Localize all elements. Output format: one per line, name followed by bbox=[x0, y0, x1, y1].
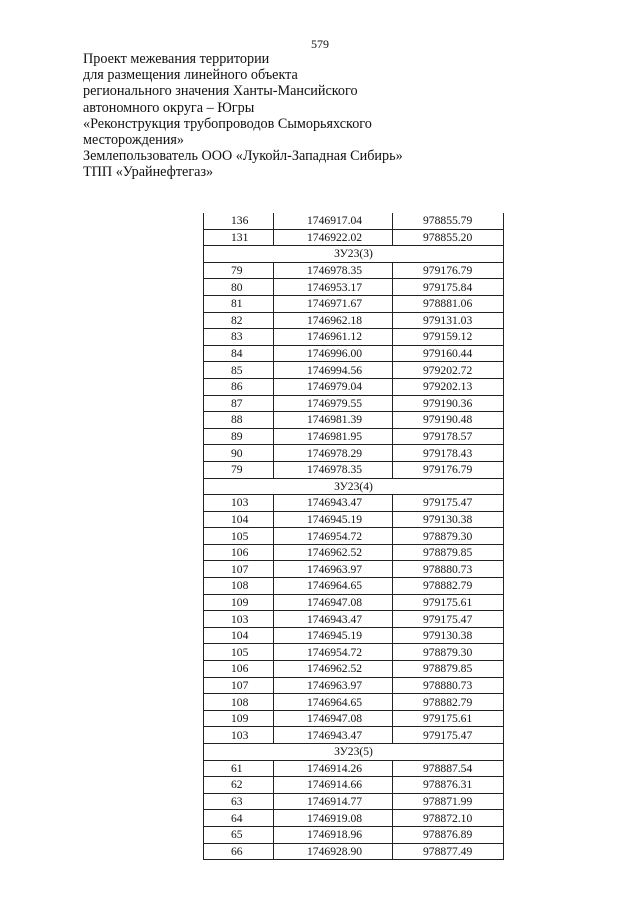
table-row bbox=[204, 445, 504, 462]
x-coordinate-cell: 1746979.55 bbox=[274, 395, 393, 412]
x-coordinate-cell: 1746918.96 bbox=[274, 826, 393, 843]
x-coordinate-cell: 1746954.72 bbox=[274, 644, 393, 661]
point-number-cell: 88 bbox=[204, 412, 274, 429]
page-number: 579 bbox=[311, 37, 329, 51]
point-number-cell: 107 bbox=[204, 677, 274, 694]
x-coordinate-cell: 1746964.65 bbox=[274, 578, 393, 595]
point-number-cell: 79 bbox=[204, 461, 274, 478]
section-label: ЗУ23(5) bbox=[204, 744, 504, 761]
y-coordinate-cell: 979130.38 bbox=[393, 511, 504, 528]
table-row bbox=[204, 362, 504, 379]
section-label: ЗУ23(4) bbox=[204, 478, 504, 495]
x-coordinate-cell: 1746964.65 bbox=[274, 694, 393, 711]
x-coordinate-cell: 1746945.19 bbox=[274, 511, 393, 528]
x-coordinate-cell: 1746963.97 bbox=[274, 677, 393, 694]
table-row bbox=[204, 594, 504, 611]
header-line: месторождения» bbox=[83, 132, 184, 149]
x-coordinate-cell: 1746996.00 bbox=[274, 345, 393, 362]
table-row bbox=[204, 777, 504, 794]
table-row bbox=[204, 578, 504, 595]
table-row bbox=[204, 760, 504, 777]
y-coordinate-cell: 979190.36 bbox=[393, 395, 504, 412]
y-coordinate-cell: 979160.44 bbox=[393, 345, 504, 362]
table-row bbox=[204, 213, 504, 229]
table-row bbox=[204, 511, 504, 528]
y-coordinate-cell: 978855.20 bbox=[393, 229, 504, 246]
header-line: для размещения линейного объекта bbox=[83, 67, 298, 84]
header-line: автономного округа – Югры bbox=[83, 99, 255, 116]
y-coordinate-cell: 979178.57 bbox=[393, 428, 504, 445]
section-row bbox=[204, 478, 504, 495]
y-coordinate-cell: 979175.47 bbox=[393, 727, 504, 744]
point-number-cell: 104 bbox=[204, 511, 274, 528]
header-line: ТПП «Урайнефтегаз» bbox=[83, 164, 214, 181]
point-number-cell: 136 bbox=[204, 213, 274, 229]
header-line: «Реконструкция трубопроводов Сыморьяхского bbox=[83, 115, 372, 132]
x-coordinate-cell: 1746981.95 bbox=[274, 428, 393, 445]
point-number-cell: 84 bbox=[204, 345, 274, 362]
table-row bbox=[204, 843, 504, 860]
y-coordinate-cell: 979176.79 bbox=[393, 461, 504, 478]
point-number-cell: 63 bbox=[204, 793, 274, 810]
table-row bbox=[204, 495, 504, 512]
y-coordinate-cell: 978879.85 bbox=[393, 544, 504, 561]
y-coordinate-cell: 978855.79 bbox=[393, 213, 504, 229]
table-row bbox=[204, 611, 504, 628]
x-coordinate-cell: 1746947.08 bbox=[274, 594, 393, 611]
table-row bbox=[204, 826, 504, 843]
coordinates-table bbox=[203, 213, 504, 860]
x-coordinate-cell: 1746978.29 bbox=[274, 445, 393, 462]
x-coordinate-cell: 1746962.18 bbox=[274, 312, 393, 329]
point-number-cell: 131 bbox=[204, 229, 274, 246]
x-coordinate-cell: 1746981.39 bbox=[274, 412, 393, 429]
y-coordinate-cell: 978880.73 bbox=[393, 677, 504, 694]
y-coordinate-cell: 979202.13 bbox=[393, 378, 504, 395]
point-number-cell: 109 bbox=[204, 594, 274, 611]
table-row bbox=[204, 329, 504, 346]
x-coordinate-cell: 1746943.47 bbox=[274, 727, 393, 744]
y-coordinate-cell: 979175.61 bbox=[393, 594, 504, 611]
point-number-cell: 66 bbox=[204, 843, 274, 860]
y-coordinate-cell: 978882.79 bbox=[393, 694, 504, 711]
y-coordinate-cell: 978880.73 bbox=[393, 561, 504, 578]
coordinates-table-body bbox=[204, 213, 504, 860]
table-row bbox=[204, 544, 504, 561]
point-number-cell: 82 bbox=[204, 312, 274, 329]
x-coordinate-cell: 1746961.12 bbox=[274, 329, 393, 346]
x-coordinate-cell: 1746971.67 bbox=[274, 295, 393, 312]
table-row bbox=[204, 561, 504, 578]
table-row bbox=[204, 279, 504, 296]
y-coordinate-cell: 979190.48 bbox=[393, 412, 504, 429]
y-coordinate-cell: 979175.61 bbox=[393, 710, 504, 727]
table-row bbox=[204, 395, 504, 412]
x-coordinate-cell: 1746962.52 bbox=[274, 661, 393, 678]
point-number-cell: 105 bbox=[204, 644, 274, 661]
y-coordinate-cell: 979202.72 bbox=[393, 362, 504, 379]
point-number-cell: 109 bbox=[204, 710, 274, 727]
x-coordinate-cell: 1746994.56 bbox=[274, 362, 393, 379]
table-row bbox=[204, 644, 504, 661]
point-number-cell: 106 bbox=[204, 544, 274, 561]
document-header bbox=[83, 51, 563, 181]
table-row bbox=[204, 312, 504, 329]
y-coordinate-cell: 978879.30 bbox=[393, 528, 504, 545]
y-coordinate-cell: 978876.31 bbox=[393, 777, 504, 794]
y-coordinate-cell: 979131.03 bbox=[393, 312, 504, 329]
y-coordinate-cell: 979159.12 bbox=[393, 329, 504, 346]
x-coordinate-cell: 1746953.17 bbox=[274, 279, 393, 296]
y-coordinate-cell: 978871.99 bbox=[393, 793, 504, 810]
table-row bbox=[204, 378, 504, 395]
x-coordinate-cell: 1746922.02 bbox=[274, 229, 393, 246]
section-row bbox=[204, 246, 504, 263]
point-number-cell: 104 bbox=[204, 627, 274, 644]
x-coordinate-cell: 1746928.90 bbox=[274, 843, 393, 860]
y-coordinate-cell: 979130.38 bbox=[393, 627, 504, 644]
point-number-cell: 83 bbox=[204, 329, 274, 346]
point-number-cell: 105 bbox=[204, 528, 274, 545]
point-number-cell: 87 bbox=[204, 395, 274, 412]
point-number-cell: 79 bbox=[204, 262, 274, 279]
x-coordinate-cell: 1746914.66 bbox=[274, 777, 393, 794]
y-coordinate-cell: 978882.79 bbox=[393, 578, 504, 595]
y-coordinate-cell: 978881.06 bbox=[393, 295, 504, 312]
point-number-cell: 80 bbox=[204, 279, 274, 296]
point-number-cell: 103 bbox=[204, 727, 274, 744]
point-number-cell: 81 bbox=[204, 295, 274, 312]
y-coordinate-cell: 978879.85 bbox=[393, 661, 504, 678]
x-coordinate-cell: 1746914.77 bbox=[274, 793, 393, 810]
header-line: Землепользователь ООО «Лукойл-Западная Сибирь» bbox=[83, 148, 403, 165]
x-coordinate-cell: 1746978.35 bbox=[274, 461, 393, 478]
y-coordinate-cell: 979175.47 bbox=[393, 611, 504, 628]
point-number-cell: 106 bbox=[204, 661, 274, 678]
table-row bbox=[204, 710, 504, 727]
y-coordinate-cell: 978879.30 bbox=[393, 644, 504, 661]
point-number-cell: 108 bbox=[204, 578, 274, 595]
point-number-cell: 85 bbox=[204, 362, 274, 379]
table-row bbox=[204, 262, 504, 279]
x-coordinate-cell: 1746945.19 bbox=[274, 627, 393, 644]
table-row bbox=[204, 627, 504, 644]
table-row bbox=[204, 229, 504, 246]
y-coordinate-cell: 978872.10 bbox=[393, 810, 504, 827]
point-number-cell: 89 bbox=[204, 428, 274, 445]
y-coordinate-cell: 978876.89 bbox=[393, 826, 504, 843]
point-number-cell: 61 bbox=[204, 760, 274, 777]
table-row bbox=[204, 661, 504, 678]
point-number-cell: 103 bbox=[204, 611, 274, 628]
x-coordinate-cell: 1746947.08 bbox=[274, 710, 393, 727]
table-row bbox=[204, 677, 504, 694]
table-row bbox=[204, 345, 504, 362]
section-label: ЗУ23(3) bbox=[204, 246, 504, 263]
table-row bbox=[204, 295, 504, 312]
table-row bbox=[204, 461, 504, 478]
x-coordinate-cell: 1746979.04 bbox=[274, 378, 393, 395]
x-coordinate-cell: 1746963.97 bbox=[274, 561, 393, 578]
point-number-cell: 103 bbox=[204, 495, 274, 512]
x-coordinate-cell: 1746943.47 bbox=[274, 611, 393, 628]
table-row bbox=[204, 810, 504, 827]
x-coordinate-cell: 1746917.04 bbox=[274, 213, 393, 229]
point-number-cell: 90 bbox=[204, 445, 274, 462]
table-row bbox=[204, 428, 504, 445]
table-row bbox=[204, 793, 504, 810]
y-coordinate-cell: 979175.84 bbox=[393, 279, 504, 296]
y-coordinate-cell: 979178.43 bbox=[393, 445, 504, 462]
y-coordinate-cell: 978887.54 bbox=[393, 760, 504, 777]
table-row bbox=[204, 528, 504, 545]
point-number-cell: 86 bbox=[204, 378, 274, 395]
y-coordinate-cell: 979176.79 bbox=[393, 262, 504, 279]
x-coordinate-cell: 1746962.52 bbox=[274, 544, 393, 561]
table-row bbox=[204, 412, 504, 429]
header-line: Проект межевания территории bbox=[83, 51, 270, 67]
point-number-cell: 64 bbox=[204, 810, 274, 827]
x-coordinate-cell: 1746943.47 bbox=[274, 495, 393, 512]
point-number-cell: 108 bbox=[204, 694, 274, 711]
x-coordinate-cell: 1746978.35 bbox=[274, 262, 393, 279]
point-number-cell: 62 bbox=[204, 777, 274, 794]
header-line: регионального значения Ханты-Мансийского bbox=[83, 83, 358, 100]
point-number-cell: 107 bbox=[204, 561, 274, 578]
table-row bbox=[204, 694, 504, 711]
table-row bbox=[204, 727, 504, 744]
section-row bbox=[204, 744, 504, 761]
y-coordinate-cell: 979175.47 bbox=[393, 495, 504, 512]
y-coordinate-cell: 978877.49 bbox=[393, 843, 504, 860]
x-coordinate-cell: 1746954.72 bbox=[274, 528, 393, 545]
x-coordinate-cell: 1746919.08 bbox=[274, 810, 393, 827]
point-number-cell: 65 bbox=[204, 826, 274, 843]
x-coordinate-cell: 1746914.26 bbox=[274, 760, 393, 777]
